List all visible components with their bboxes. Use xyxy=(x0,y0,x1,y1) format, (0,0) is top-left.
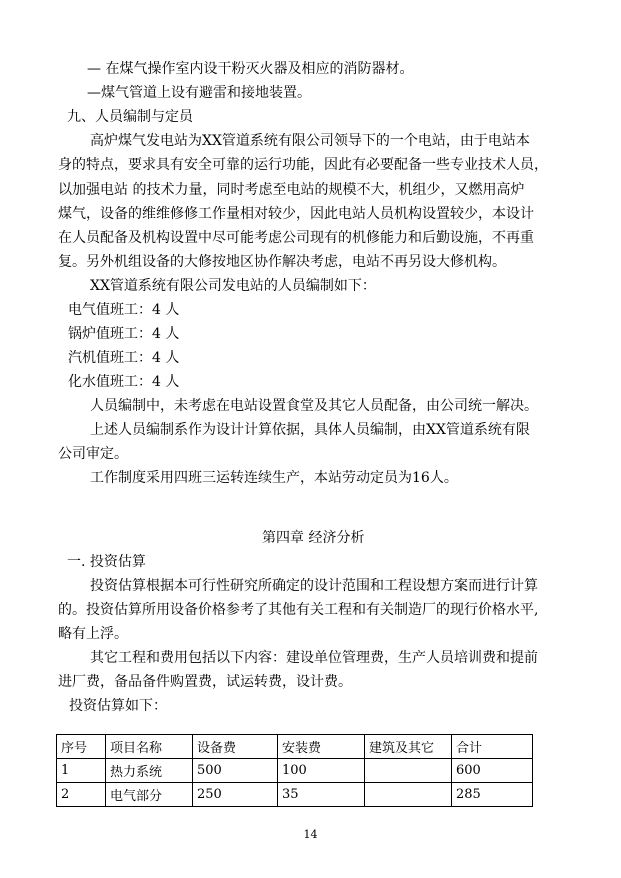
paragraph-line: 复。另外机组设备的大修按地区协作解决考虑，电站不再另设大修机构。 xyxy=(58,254,506,270)
header-cell: 设备费 xyxy=(193,735,278,759)
table-row xyxy=(57,783,533,807)
staff-item-boiler: 锅炉值班工：4 人 xyxy=(68,326,180,342)
paragraph-line: 上述人员编制系作为设计计算依据，具体人员编制，由XX管道系统有限 xyxy=(90,422,530,438)
table-cell xyxy=(365,783,452,807)
header-cell: 合计 xyxy=(452,735,533,759)
paragraph-line: 的。投资估算所用设备价格参考了其他有关工程和有关制造厂的现行价格水平, xyxy=(58,602,539,618)
paragraph-line: 在人员配备及机构设置中尽可能考虑公司现有的机修能力和后勤设施，不再重 xyxy=(58,230,534,246)
header-cell: 项目名称 xyxy=(106,735,193,759)
header-cell: 建筑及其它 xyxy=(365,735,452,759)
table-header-row xyxy=(57,735,533,759)
paragraph-line: 公司审定。 xyxy=(58,446,128,462)
header-cell: 安装费 xyxy=(278,735,365,759)
paragraph-line: 投资估算根据本可行性研究所确定的设计范围和工程设想方案而进行计算 xyxy=(90,578,538,594)
paragraph-line: 煤气，设备的维维修修工作量相对较少，因此电站人员机构设置较少，本设计 xyxy=(58,206,534,222)
paragraph-line: 身的特点，要求具有安全可靠的运行功能，因此有必要配备一些专业技术人员， xyxy=(58,157,548,173)
staff-item-electrical: 电气值班工：4 人 xyxy=(68,302,180,318)
paragraph-line: 其它工程和费用包括以下内容：建设单位管理费，生产人员培训费和提前 xyxy=(90,650,538,666)
table-cell: 热力系统 xyxy=(106,759,193,783)
table-cell: 2 xyxy=(57,783,106,807)
table-cell: 1 xyxy=(57,759,106,783)
investment-table xyxy=(56,734,533,807)
table-cell: 100 xyxy=(278,759,365,783)
table-cell: 500 xyxy=(193,759,278,783)
table-cell xyxy=(365,759,452,783)
table-cell: 电气部分 xyxy=(106,783,193,807)
table-cell: 250 xyxy=(193,783,278,807)
staffing-intro-line: XX管道系统有限公司发电站的人员编制如下： xyxy=(90,278,376,294)
paragraph-line: 略有上浮。 xyxy=(58,626,128,642)
table-cell: 285 xyxy=(452,783,533,807)
paragraph-line: 以加强电站 的技术力量，同时考虑至电站的规模不大，机组少，又燃用高炉 xyxy=(58,182,525,198)
page-number: 14 xyxy=(303,828,318,841)
table-intro-line: 投资估算如下： xyxy=(69,698,167,714)
staff-item-turbine: 汽机值班工：4 人 xyxy=(68,350,180,366)
lightning-protection-line: —煤气管道上设有避雷和接地装置。 xyxy=(87,85,311,101)
paragraph-line: 进厂费，备品备件购置费，试运转费，设计费。 xyxy=(58,674,352,690)
chapter-heading: 第四章 经济分析 xyxy=(262,530,365,546)
table-cell: 35 xyxy=(278,783,365,807)
paragraph-line: 工作制度采用四班三运转连续生产，本站劳动定员为16人。 xyxy=(90,470,458,486)
section-heading-staffing: 九、人员编制与定员 xyxy=(67,109,193,125)
table-cell: 600 xyxy=(452,759,533,783)
paragraph-line: 人员编制中，未考虑在电站设置食堂及其它人员配备，由公司统一解决。 xyxy=(90,398,538,414)
header-cell: 序号 xyxy=(57,735,106,759)
paragraph-line: 高炉煤气发电站为XX管道系统有限公司领导下的一个电站，由于电站本 xyxy=(90,133,530,149)
table-row xyxy=(57,759,533,783)
section-heading-investment: 一. 投资估算 xyxy=(67,554,146,570)
staff-item-water: 化水值班工：4 人 xyxy=(68,374,180,390)
fire-extinguisher-line: — 在煤气操作室内设干粉灭火器及相应的消防器材。 xyxy=(87,61,414,77)
